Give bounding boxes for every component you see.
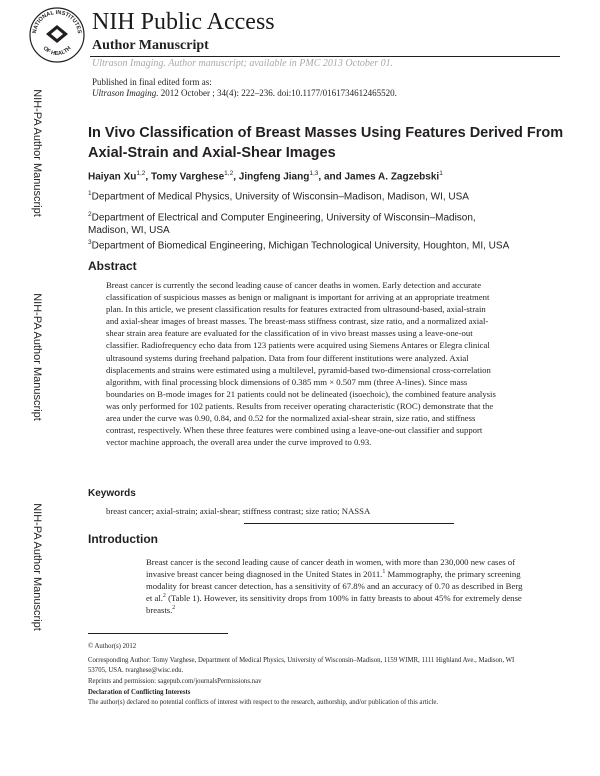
published-label: Published in final edited form as:: [92, 77, 212, 87]
correspondence-note: Corresponding Author: Tomy Varghese, Department of Medical Physics, University of Wisconsin–Madison, 1159 WIMR, 1111 Highland Ave., Madison, WI 53705, USA. tvarghese@wisc.edu.: [88, 657, 515, 674]
logo-text-top: NATIONAL INSTITUTES: [31, 9, 82, 34]
author-name: Tomy Varghese: [150, 171, 225, 183]
reference-marker: 2: [172, 605, 176, 612]
availability-note: Ultrason Imaging. Author manuscript; available in PMC 2013 October 01.: [92, 58, 394, 69]
reprints-note: Reprints and permission: sagepub.com/journalsPermissions.nav: [88, 678, 262, 685]
author-affiliation-marker: 1,2: [136, 170, 146, 177]
header-divider: [90, 56, 560, 57]
author-name: Jingfeng Jiang: [238, 171, 310, 183]
conflict-statement: The author(s) declared no potential conflicts of interest with respect to the research, authorship, and/or publication of this article.: [88, 699, 439, 706]
affiliation-2: $^2$Department of Electrical and Computer Engineering, University of Wisconsin–Madison, Madison, WI, USA: [88, 211, 476, 237]
abstract-heading: Abstract: [88, 259, 137, 273]
article-title: In Vivo Classification of Breast Masses Using Features Derived From Axial-Strain and Axial-Shear Images: [88, 125, 564, 161]
citation-details: 2012 October ; 34(4): 222–236. doi:10.1177/0161734612465520.: [158, 88, 397, 98]
side-label-2: NIH-PA Author Manuscript: [31, 293, 43, 421]
citation-line: [92, 88, 397, 99]
nih-seal-logo: [28, 6, 86, 64]
keywords-heading: Keywords: [88, 488, 136, 499]
nih-public-access-title: NIH Public Access: [92, 9, 275, 35]
author-manuscript-label: Author Manuscript: [92, 38, 209, 53]
journal-name: Ultrason Imaging.: [92, 88, 159, 98]
side-label-3: NIH-PA Author Manuscript: [31, 503, 43, 631]
logo-text-bottom: OF HEALTH: [41, 45, 73, 58]
author-name: James A. Zagzebski: [344, 171, 440, 183]
copyright-note: © Author(s) 2012: [88, 643, 137, 650]
author-affiliation-marker: 1: [439, 170, 443, 177]
affiliation-1: $^1$Department of Medical Physics, University of Wisconsin–Madison, Madison, WI, USA: [88, 190, 469, 203]
keywords-text: breast cancer; axial-strain; axial-shear; stiffness contrast; size ratio; NASSA: [106, 506, 371, 516]
conflict-heading: Declaration of Conflicting Interests: [88, 689, 191, 696]
abstract-text: Breast cancer is currently the second leading cause of cancer deaths in women. Early detection and accurate classification of suspicious masses as benign or malignant is important for arriving at an appropriate treatment plan. In this article, we present classification results for features extracted from ultrasound-based, axial-strain and axial-shear images of breast masses. The breast-mass stiffness contrast, size ratio, and a normalized axial-shear strain area feature are evaluated for the classification of in vivo breast masses using a leave-one-out classifier. Radiofrequency echo data from 123 patients were acquired using Siemens Antares or Elegra clinical ultrasound systems during freehand palpation. Data from four different institutions were analyzed. Axial displacements and strains were estimated using a multilevel, pyramid-based two-dimensional cross-correlation algorithm, with final processing block dimensions of 0.385 mm × 0.507 mm (three A-lines). Since mass boundaries on B-mode images for 21 patients could not be delineated (isoechoic), the combined feature analysis was only performed for 102 patients. Results from receiver operating characteristic (ROC) demonstrate that the area under the curve was 0.90, 0.84, and 0.52 for the normalized axial-shear strain, size ratio, and stiffness contrast, respectively. When these three features were combined using a leave-one-out classifier and support vector machine approach, the overall area under the curve improved to 0.93.: [106, 280, 496, 448]
author-list: Haiyan Xu$^{1,2}$, Tomy Varghese$^{1,2}$, Jingfeng Jiang$^{1,3}$, and James A. Zagzebski$^1$: [88, 170, 443, 183]
author-affiliation-marker: 1,2: [224, 170, 234, 177]
reference-marker: 1: [382, 569, 386, 576]
introduction-heading: Introduction: [88, 532, 158, 546]
author-name: Haiyan Xu: [88, 171, 137, 183]
affiliation-3: $^3$Department of Biomedical Engineering, Michigan Technological University, Houghton, MI, USA: [88, 239, 510, 252]
keywords-divider: [244, 523, 454, 524]
footnote-divider: [88, 633, 228, 634]
author-affiliation-marker: 1,3: [309, 170, 319, 177]
reference-marker: 2: [162, 593, 166, 600]
side-label-1: NIH-PA Author Manuscript: [31, 89, 43, 217]
introduction-text: Breast cancer is the second leading cause of cancer death in women, with more than 230,000 new cases of invasive breast cancer being diagnosed in the United States in 2011.$^1$ Mammography, the primary screening modality for breast cancer detection, has a sensitivity of 67.8% and an accuracy of 0.70 as described in Berg et al.$^2$ (Table 1). However, its sensitivity drops from 100% in fatty breasts to about 45% for extremely dense breasts.$^2$: [146, 557, 523, 616]
